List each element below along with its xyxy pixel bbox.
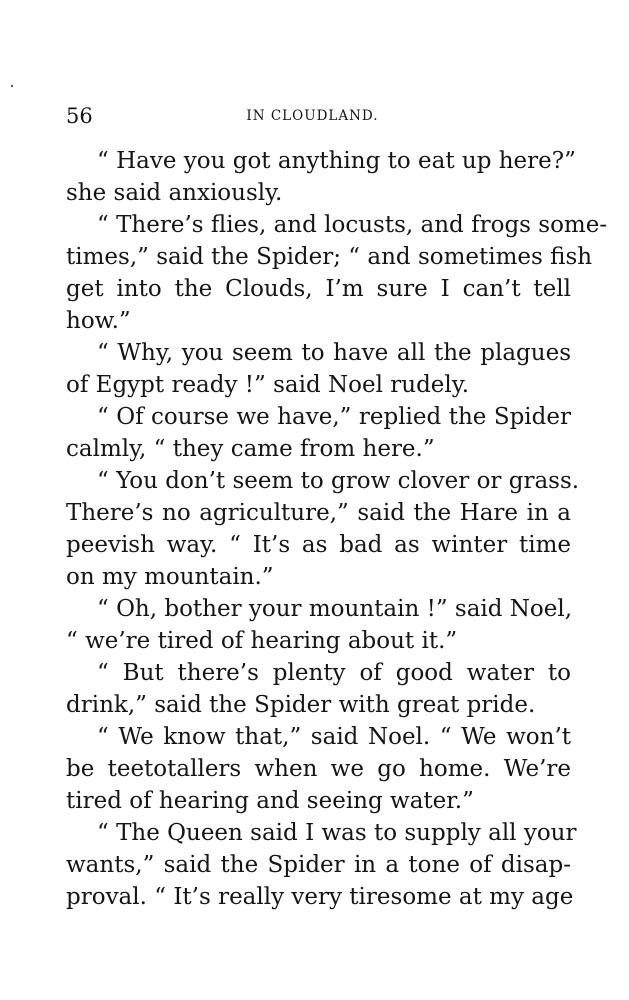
text-line: calmly, “ they came from here.”	[66, 436, 435, 462]
running-head: IN CLOUDLAND.	[246, 108, 379, 124]
text-line: “ The Queen said I was to supply all your	[97, 820, 577, 846]
text-line: There’s no agriculture,” said the Hare in a	[66, 500, 571, 526]
text-line: “ Have you got anything to eat up here?”	[97, 148, 576, 174]
text-line: be teetotallers when we go home. We’re	[66, 756, 571, 782]
text-line: “ We know that,” said Noel. “ We won’t	[97, 724, 571, 750]
text-line: “ But there’s plenty of good water to	[97, 660, 571, 686]
text-line: “ You don’t seem to grow clover or grass.	[97, 468, 580, 494]
text-line: on my mountain.”	[66, 564, 274, 590]
page-header	[66, 101, 559, 131]
text-line: “ There’s flies, and locusts, and frogs some-	[97, 212, 608, 238]
stray-ink-mark	[11, 85, 13, 87]
text-line: “ we’re tired of hearing about it.”	[66, 628, 458, 654]
text-line: she said anxiously.	[66, 180, 283, 206]
text-line: times,” said the Spider; “ and sometimes fish	[66, 244, 593, 270]
text-line: wants,” said the Spider in a tone of disap-	[66, 852, 571, 878]
text-line: proval. “ It’s really very tiresome at my age	[66, 884, 574, 910]
text-line: peevish way. “ It’s as bad as winter time	[66, 532, 571, 558]
text-line: “ Of course we have,” replied the Spider	[97, 404, 571, 430]
text-line: “ Why, you seem to have all the plagues	[97, 340, 571, 366]
text-line: get into the Clouds, I’m sure I can’t tell	[66, 276, 571, 302]
text-line: how.”	[66, 308, 131, 334]
text-line: tired of hearing and seeing water.”	[66, 788, 474, 814]
text-line: drink,” said the Spider with great pride.	[66, 692, 536, 718]
text-line: “ Oh, bother your mountain !” said Noel,	[97, 596, 573, 622]
page-number: 56	[66, 104, 93, 128]
text-line: of Egypt ready !” said Noel rudely.	[66, 372, 470, 398]
